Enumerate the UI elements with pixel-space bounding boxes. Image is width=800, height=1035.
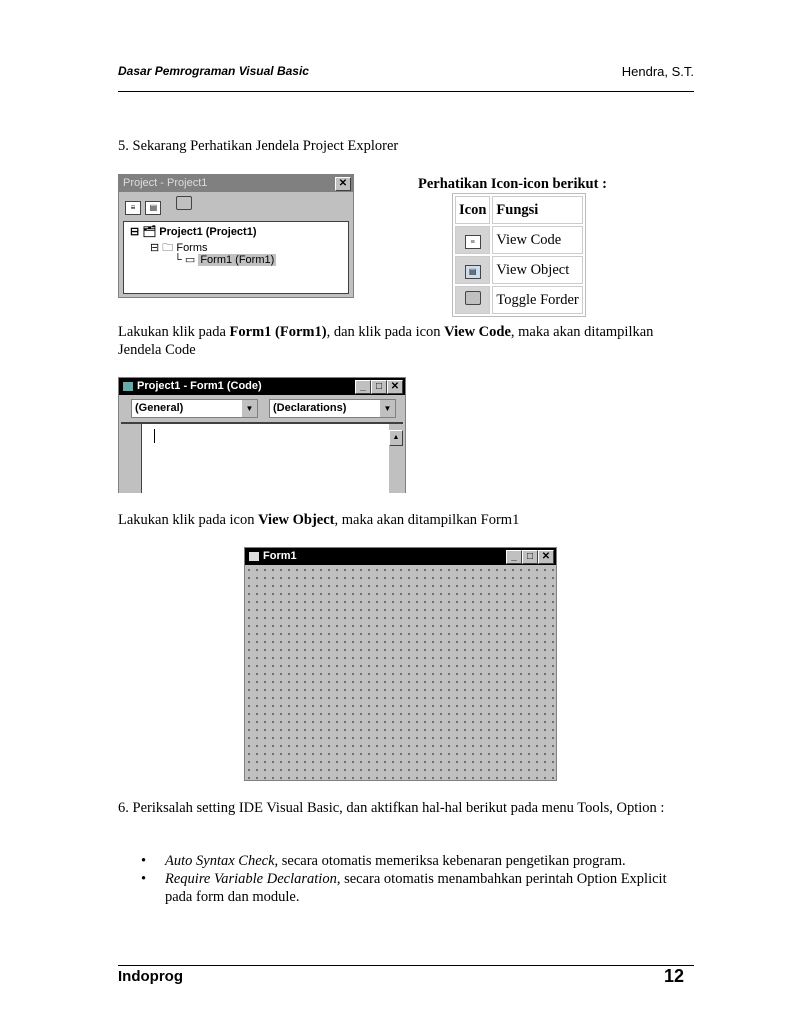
header-fungsi: Fungsi	[492, 196, 582, 224]
toggle-folders-icon[interactable]	[176, 196, 192, 210]
procedure-combo[interactable]: (Declarations) ▼	[269, 399, 396, 418]
project-toolbar	[119, 192, 353, 216]
table-row	[455, 226, 583, 254]
view-object-icon: ▤	[465, 265, 481, 279]
margin-bar	[121, 424, 142, 493]
footer-left: Indoprog	[118, 968, 183, 985]
code-window	[118, 377, 406, 493]
dropdown-arrow-icon: ▼	[380, 400, 395, 417]
row-label: Toggle Forder	[492, 286, 582, 314]
project-explorer-titlebar	[119, 175, 353, 192]
footer-rule	[118, 965, 694, 966]
tree-form1[interactable]: └ ▭ Form1 (Form1)	[174, 254, 275, 266]
table-row	[455, 256, 583, 284]
step5-heading: 5. Sekarang Perhatikan Jendela Project Explorer	[118, 138, 399, 154]
maximize-button[interactable]: □	[371, 380, 387, 394]
table-row	[455, 286, 583, 314]
project-explorer-window	[118, 174, 354, 298]
vertical-scrollbar[interactable]	[389, 424, 403, 493]
icon-table-caption: Perhatikan Icon-icon berikut :	[418, 176, 607, 192]
row-label: View Object	[492, 256, 582, 284]
tree-project[interactable]: ⊟ 🗂 Project1 (Project1)	[130, 226, 257, 238]
form-icon	[249, 552, 259, 561]
close-button[interactable]: ✕	[335, 177, 351, 191]
text-cursor	[154, 429, 155, 443]
list-item: • Require Variable Declaration, secara otomatis menambahkan perintah Option Explicit pada form dan module.	[118, 870, 678, 906]
header-rule	[118, 91, 694, 92]
header-icon: Icon	[455, 196, 490, 224]
form1-titlebar	[245, 548, 556, 565]
view-object-icon[interactable]: ▤	[145, 201, 161, 215]
header-author: Hendra, S.T.	[621, 64, 694, 79]
code-window-titlebar	[119, 378, 405, 395]
minimize-button[interactable]: _	[355, 380, 371, 394]
form1-title: Form1	[263, 550, 297, 562]
view-code-icon[interactable]: ≡	[125, 201, 141, 215]
page-number: 12	[663, 966, 684, 986]
paragraph-view-object: Lakukan klik pada icon View Object, maka akan ditampilkan Form1	[118, 512, 520, 528]
close-button[interactable]: ✕	[538, 550, 554, 564]
minimize-button[interactable]: _	[506, 550, 522, 564]
form-design-grid[interactable]	[245, 566, 556, 780]
code-window-title: Project1 - Form1 (Code)	[137, 380, 262, 392]
icon-table	[452, 193, 586, 317]
folder-icon	[465, 291, 481, 305]
list-item: • Auto Syntax Check, secara otomatis memeriksa kebenaran pengetikan program.	[118, 852, 678, 870]
code-editor[interactable]	[121, 422, 403, 493]
paragraph-view-code: Lakukan klik pada Form1 (Form1), dan klik pada icon View Code, maka akan ditampilkan Jendela Code	[118, 324, 654, 358]
close-button[interactable]: ✕	[387, 380, 403, 394]
form1-window	[244, 547, 557, 781]
step6-text: 6. Periksalah setting IDE Visual Basic, dan aktifkan hal-hal berikut pada menu Tools, Option :	[118, 800, 665, 816]
row-label: View Code	[492, 226, 582, 254]
header-title: Dasar Pemrograman Visual Basic	[118, 64, 309, 78]
dropdown-arrow-icon: ▼	[242, 400, 257, 417]
tree-forms-folder[interactable]: ⊟ 🗀 Forms	[150, 242, 208, 254]
project-tree	[123, 221, 349, 294]
view-code-icon: ≡	[465, 235, 481, 249]
project-explorer-title: Project - Project1	[123, 177, 208, 189]
object-combo[interactable]: (General) ▼	[131, 399, 258, 418]
scroll-up-icon: ▲	[389, 430, 403, 446]
options-list	[118, 852, 678, 906]
maximize-button[interactable]: □	[522, 550, 538, 564]
window-icon	[123, 382, 133, 391]
